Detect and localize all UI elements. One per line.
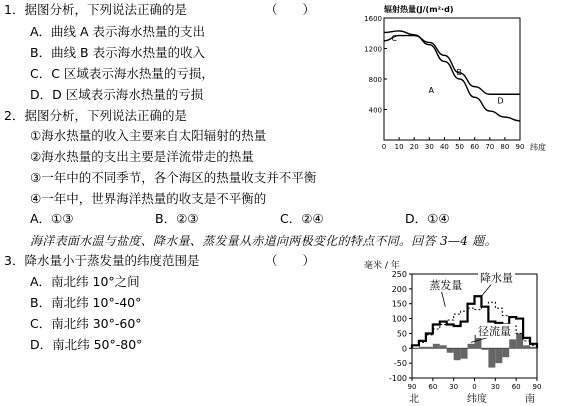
q2-statement-1: ①海水热量的收入主要来自太阳辐射的热量 [30, 128, 267, 143]
chart2-xtick-label: 30 [490, 383, 500, 391]
chart1-ylabel: 辐射热量(J/(m²·d) [384, 5, 454, 14]
chart2-ytick-label: 250 [391, 270, 407, 279]
chart2-xtick-label: 60 [428, 383, 438, 391]
chart2-series-label: 径流量 [477, 324, 511, 338]
chart2-series-label: 降水量 [480, 271, 514, 285]
passage-intro: 海洋表面水温与盐度、降水量、蒸发量从赤道向两极变化的特点不同。回答 3—4 题。 [30, 234, 497, 248]
chart1-xlabel: 纬度 [530, 143, 546, 152]
q1-option-b: B．曲线 B 表示海水热量的收入 [30, 45, 206, 60]
q2-choice-c: C．②④ [280, 211, 324, 226]
chart2-xlabel: 纬度 [467, 394, 487, 405]
chart2-runoff-bar [433, 344, 440, 348]
chart2-runoff-bar [447, 348, 454, 352]
chart2-ytick-label: 0 [401, 344, 407, 354]
chart2-xtick-label: 30 [449, 383, 459, 391]
chart1-xtick-label: 60 [470, 143, 480, 151]
chart1-xtick-label: 40 [439, 143, 449, 151]
chart2-runoff-bar [426, 347, 433, 348]
chart1-xtick-label: 50 [455, 143, 465, 151]
chart2-north-label: 北 [409, 394, 419, 405]
q3-option-b: B．南北纬 10°-40° [30, 295, 142, 310]
chart2-ytick-label: -100 [388, 374, 407, 383]
q1-option-c: C．C 区域表示海水热量的亏损， [30, 66, 214, 81]
chart1-xtick-label: 0 [381, 143, 387, 151]
chart1-curve-b [384, 33, 520, 95]
chart2-runoff-bar [481, 348, 488, 349]
q2-statement-2: ②海水热量的支出主要是洋流带走的热量 [30, 149, 254, 164]
chart1-ytick-label: 400 [368, 106, 382, 115]
chart1-curve-label: B [456, 67, 462, 77]
chart1-curve-a [384, 31, 520, 121]
chart1-xtick-label: 70 [485, 143, 495, 151]
chart1-ytick-label: 1600 [364, 15, 382, 23]
q1-option-a: A．曲线 A 表示海水热量的支出 [30, 24, 206, 39]
q2-choice-d: D．①④ [405, 211, 450, 226]
chart2-runoff-bar [495, 348, 502, 363]
chart2-runoff-bar [523, 345, 530, 348]
q2-statement-4: ④一年中，世界海洋热量的收支是不平衡的 [30, 191, 267, 206]
chart1-frame [384, 18, 520, 140]
chart1-curve-label: C [391, 33, 398, 43]
chart2-xtick-label: 0 [472, 383, 477, 391]
chart1-xtick-label: 20 [409, 143, 419, 151]
q3-option-a: A．南北纬 10°之间 [30, 274, 140, 289]
chart1-xtick-label: 80 [500, 143, 510, 151]
chart2-series-label: 蒸发量 [429, 278, 463, 292]
chart1-ytick-label: 800 [368, 76, 382, 84]
chart2-south-label: 南 [525, 394, 535, 405]
q2-choice-b: B．②③ [155, 211, 199, 226]
q3-stem: 3．降水量小于蒸发量的纬度范围是 [4, 253, 200, 268]
chart1-ytick-label: 1200 [364, 45, 382, 54]
q2-stem: 2．据图分析，下列说法正确的是 [4, 108, 187, 123]
chart2-xtick-label: 90 [532, 383, 542, 391]
chart2-runoff-bar [440, 345, 447, 348]
q3-option-d: D．南北纬 50°-80° [30, 337, 143, 352]
chart2-runoff-bar [509, 339, 516, 348]
chart1-xtick-label: 90 [515, 143, 525, 151]
q1-paren: （ ） [265, 2, 316, 17]
chart1-xtick-label: 30 [424, 143, 434, 151]
chart1-curve-label: A [428, 86, 434, 95]
q3-paren: （ ） [265, 253, 316, 268]
chart2-xtick-label: 60 [511, 383, 521, 391]
chart2-ytick-label: 150 [391, 299, 407, 309]
chart2-xtick-label: 90 [407, 383, 417, 391]
chart2-ytick-label: 200 [391, 284, 407, 294]
chart2-ytick-label: 100 [391, 314, 407, 324]
chart1-curve-label: D [497, 96, 504, 106]
q1-option-d: D．D 区域表示海水热量的亏损 [30, 87, 204, 102]
chart1-xtick-label: 10 [394, 143, 404, 151]
chart2-runoff-bar [488, 348, 495, 367]
q3-option-c: C．南北纬 30°-60° [30, 316, 142, 331]
water-balance-chart [362, 258, 567, 406]
q2-statement-3: ③一年中的不同季节，各个海区的热量收支并不平衡 [30, 170, 317, 185]
chart2-runoff-bar [454, 348, 461, 360]
chart2-runoff-bar [461, 348, 468, 358]
chart2-ytick-label: 50 [396, 329, 407, 339]
chart2-runoff-bar [419, 347, 426, 348]
chart2-ytick-label: -50 [393, 359, 407, 369]
q1-stem: 1．据图分析，下列说法正确的是 [4, 2, 187, 17]
chart2-ylabel: 毫米 / 年 [364, 261, 400, 271]
q2-choice-a: A．①③ [30, 211, 74, 226]
chart2-runoff-bar [468, 344, 475, 348]
heat-radiation-chart [360, 4, 567, 156]
chart2-runoff-bar [502, 348, 509, 357]
